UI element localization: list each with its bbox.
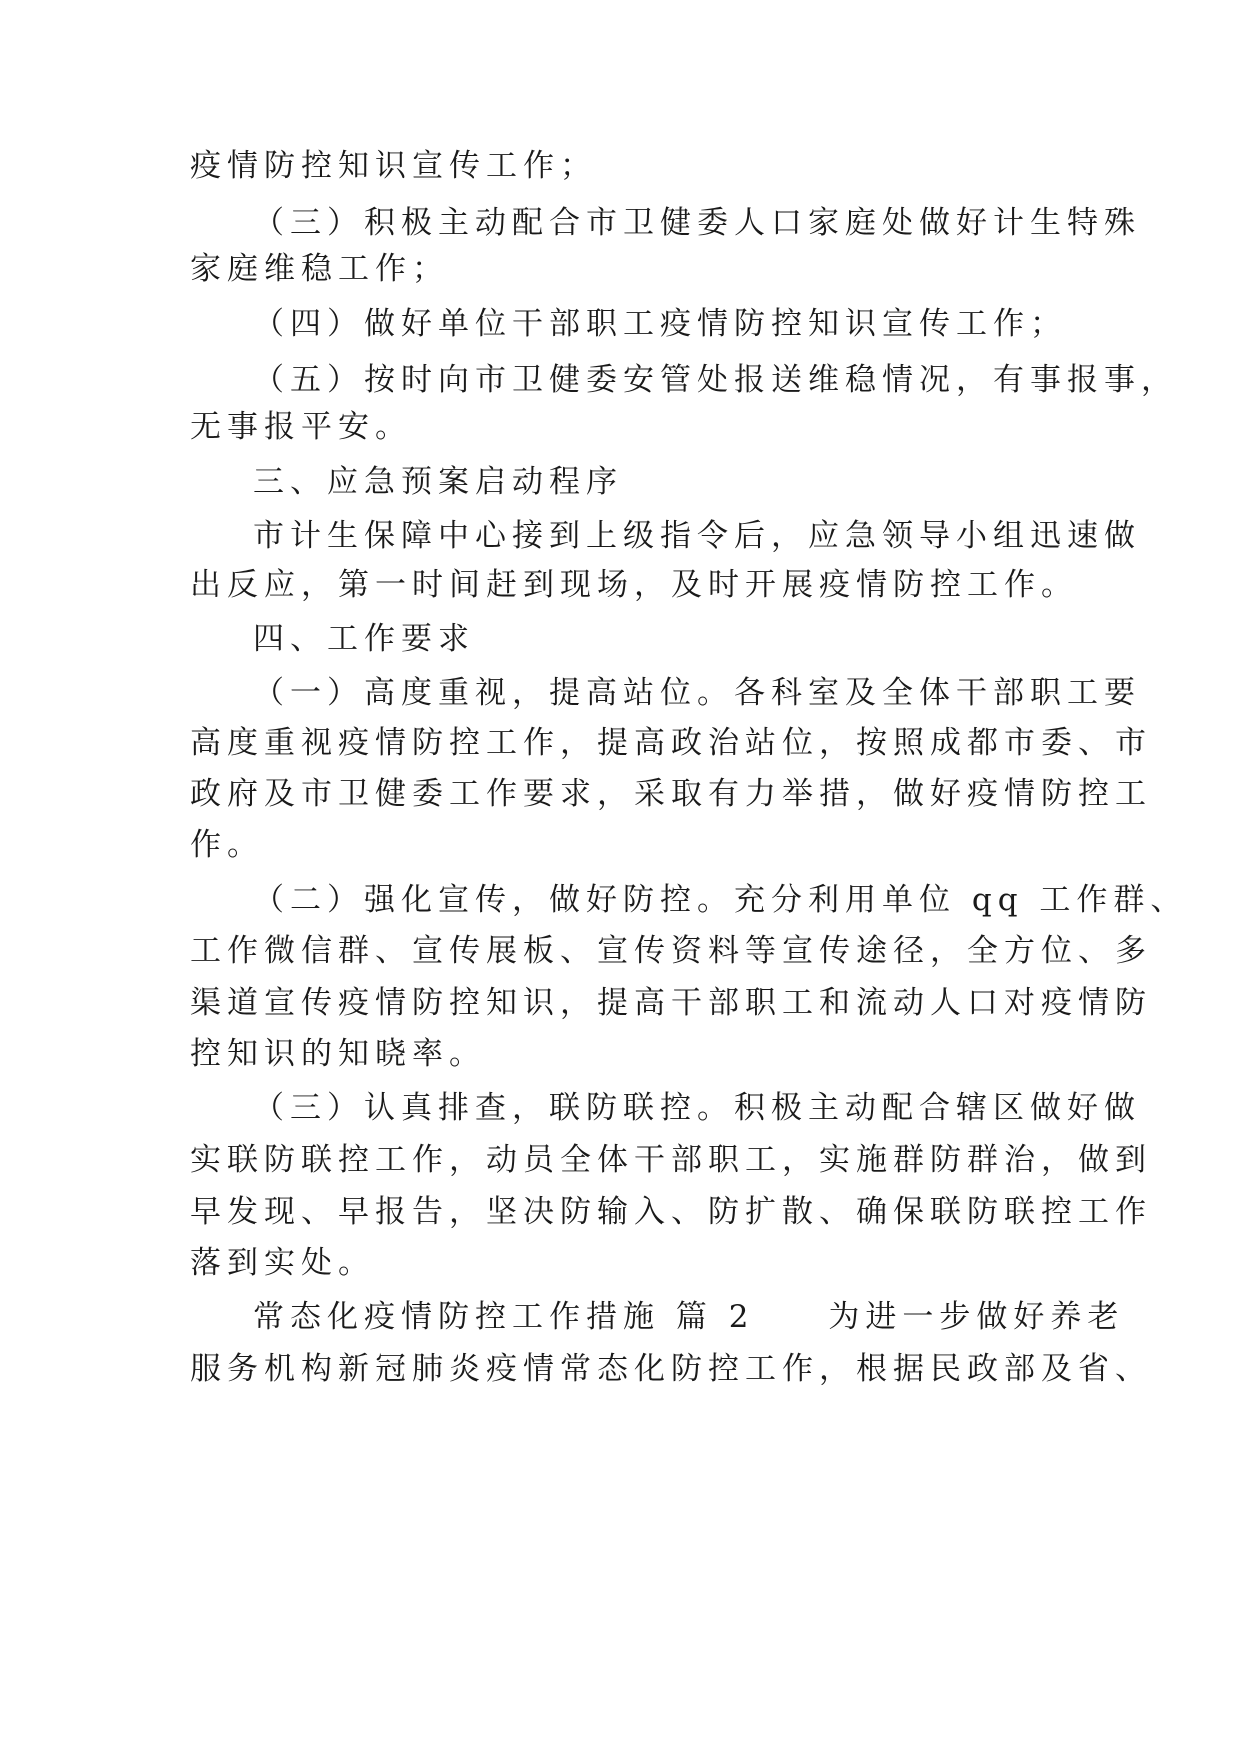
list-item-line: （二）强化宣传，做好防控。充分利用单位 qq 工作群、 bbox=[253, 882, 1188, 918]
text-line: 早发现、早报告，坚决防输入、防扩散、确保联防联控工作 bbox=[190, 1194, 1152, 1230]
text-line: 控知识的知晓率。 bbox=[190, 1036, 486, 1072]
text-line: 工作微信群、宣传展板、宣传资料等宣传途径，全方位、多 bbox=[190, 933, 1152, 969]
text-line: 高度重视疫情防控工作，提高政治站位，按照成都市委、市 bbox=[190, 725, 1152, 761]
text-line: 落到实处。 bbox=[190, 1245, 375, 1281]
article-title-line: 常态化疫情防控工作措施 篇 2 为进一步做好养老 bbox=[253, 1299, 1125, 1335]
text-line: 政府及市卫健委工作要求，采取有力举措，做好疫情防控工 bbox=[190, 776, 1152, 812]
paragraph-line: 市计生保障中心接到上级指令后，应急领导小组迅速做 bbox=[253, 518, 1141, 554]
list-item-line: （五）按时向市卫健委安管处报送维稳情况，有事报事， bbox=[253, 362, 1178, 398]
text-line: 家庭维稳工作； bbox=[190, 251, 449, 287]
text-line: 出反应，第一时间赶到现场，及时开展疫情防控工作。 bbox=[190, 567, 1078, 603]
text-line: 服务机构新冠肺炎疫情常态化防控工作，根据民政部及省、 bbox=[190, 1351, 1152, 1387]
text-line: 无事报平安。 bbox=[190, 409, 412, 445]
list-item-line: （三）认真排查，联防联控。积极主动配合辖区做好做 bbox=[253, 1090, 1141, 1126]
section-heading: 四、工作要求 bbox=[253, 621, 475, 657]
list-item-line: （四）做好单位干部职工疫情防控知识宣传工作； bbox=[253, 306, 1067, 342]
text-line: 作。 bbox=[190, 827, 264, 863]
list-item-line: （一）高度重视，提高站位。各科室及全体干部职工要 bbox=[253, 675, 1141, 711]
section-heading: 三、应急预案启动程序 bbox=[253, 464, 623, 500]
list-item-line: （三）积极主动配合市卫健委人口家庭处做好计生特殊 bbox=[253, 205, 1141, 241]
text-line: 实联防联控工作，动员全体干部职工，实施群防群治，做到 bbox=[190, 1142, 1152, 1178]
text-line: 疫情防控知识宣传工作； bbox=[190, 148, 597, 184]
text-line: 渠道宣传疫情防控知识，提高干部职工和流动人口对疫情防 bbox=[190, 985, 1152, 1021]
